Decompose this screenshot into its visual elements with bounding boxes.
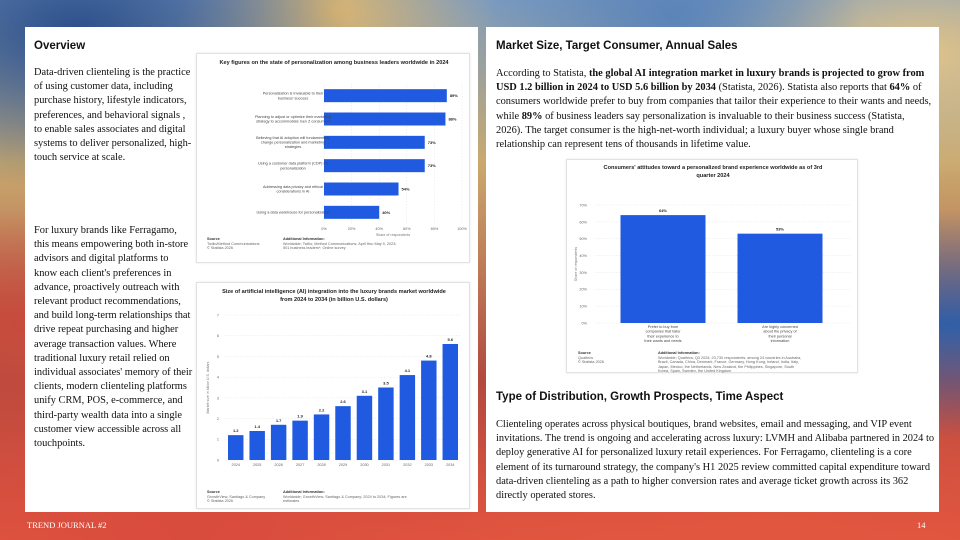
bar-value-label: 3.1	[361, 388, 368, 394]
y-tick-label: 70%	[579, 203, 587, 208]
bar	[324, 113, 445, 126]
p1-bold-89: 89%	[521, 110, 543, 122]
bar	[324, 183, 399, 196]
y-tick-label: 4	[216, 375, 219, 380]
x-tick-label: 80%	[430, 227, 439, 231]
chart-ai-market-card	[196, 282, 470, 509]
source-text: GrowthView, Santiago & Company © Statista 2026	[207, 494, 266, 504]
right-panel	[486, 27, 939, 512]
info-label: Additional Information:	[283, 237, 325, 241]
bar-value-label: 89%	[449, 93, 458, 99]
x-tick-label: 2029	[338, 463, 348, 467]
category-label: Believing that AI adoption will fundamentally change personalization and marketing strategies	[256, 136, 330, 150]
y-tick-label: 30%	[579, 270, 587, 275]
category-label: Using a data warehouse for personalization	[256, 210, 330, 215]
bar	[249, 431, 264, 460]
overview-heading: Overview	[34, 40, 86, 52]
info-label: Additional Information:	[658, 351, 700, 355]
overview-paragraph-1: Data-driven clienteling is the practice of using customer data, including purchase history, lifestyle indicators, preferences, and behavioral signals , to enable sales associates and digital systems to deliver personalized, high-touch service at scale.	[34, 67, 192, 164]
bar-value-label: 40%	[382, 209, 391, 215]
bar	[357, 396, 372, 460]
bar	[443, 344, 458, 460]
y-tick-label: 50%	[579, 237, 587, 242]
bar-value-label: 3.5	[383, 380, 389, 386]
bar	[378, 388, 393, 461]
bar-value-label: 64%	[658, 208, 668, 214]
x-tick-label: 40%	[375, 227, 384, 231]
left-panel	[25, 27, 478, 512]
x-tick-label: 2024	[231, 463, 240, 467]
chart-ai-market-info	[283, 490, 413, 504]
bar-value-label: 2.6	[340, 399, 346, 405]
x-tick-label: 2032	[403, 463, 412, 467]
source-label: Source	[207, 490, 220, 494]
bar	[324, 159, 425, 172]
x-tick-label: 2027	[295, 463, 305, 467]
p1-text-a: According to Statista,	[496, 68, 589, 79]
bar	[421, 361, 436, 460]
x-tick-label: 2034	[446, 463, 455, 467]
bar	[324, 206, 379, 219]
y-tick-label: 3	[216, 396, 219, 401]
bar	[324, 89, 447, 102]
info-label: Additional Information:	[283, 490, 325, 494]
chart-consumer-attitudes-info	[658, 351, 803, 374]
y-tick-label: 0	[216, 458, 219, 463]
x-tick-label: 60%	[402, 227, 411, 231]
chart-personalization-card	[196, 53, 470, 263]
bar	[271, 425, 286, 460]
bar	[314, 414, 329, 460]
category-label: Planning to adjust or optimize their marketing strategy to accommodate Gen Z consumers	[255, 115, 331, 124]
bar-value-label: 1.4	[254, 424, 260, 429]
chart-personalization-source	[207, 237, 279, 251]
y-tick-label: 5	[216, 354, 219, 359]
y-tick-label: 40%	[579, 253, 587, 258]
p1-text-g: of business leaders say personalization is invaluable to their business success (Statista, 2026). The target consumer is the high-net-worth individual; a luxury buyer whose single brand relationship can represent tens of thousands in lifetime value.	[496, 110, 905, 151]
bar-value-label: 73%	[427, 163, 436, 169]
category-label: Addressing data privacy and ethical considerations in AI	[263, 185, 323, 194]
y-tick-label: 10%	[579, 304, 587, 309]
chart-ai-market-source	[207, 490, 279, 504]
category-label: Personalization is invaluable to their business' success	[262, 91, 324, 101]
y-tick-label: 60%	[579, 220, 587, 225]
bar-value-label: 2.2	[318, 407, 325, 413]
p1-text-e: of consumers worldwide prefer to buy from companies that tailor their experience to their wants and needs, while	[496, 82, 932, 122]
y-tick-label: 20%	[579, 287, 587, 292]
bar-value-label: 54%	[401, 186, 410, 192]
y-axis-label: Share of respondents	[574, 246, 578, 282]
category-label: Using a customer data platform (CDP) for personalization	[258, 161, 328, 171]
chart-personalization-plot	[197, 54, 469, 262]
x-tick-label: 0%	[321, 227, 327, 231]
source-label: Source	[578, 351, 591, 355]
info-text: Worldwide; GrowthView; Santiago & Company; 2024 to 2034; Figures are estimates	[283, 494, 407, 504]
market-size-paragraph	[496, 67, 934, 152]
x-tick-label: 2025	[252, 463, 262, 467]
source-text: Qualtrics © Statista 2026	[578, 355, 605, 365]
bar-value-label: 5.6	[447, 337, 454, 342]
bar-value-label: 1.2	[232, 428, 239, 434]
bar-value-label: 53%	[775, 226, 785, 232]
source-text: Twilio/Method Communications © Statista 2026	[207, 241, 260, 251]
chart-consumer-attitudes-source	[578, 351, 638, 365]
chart-ai-market-plot	[197, 283, 469, 508]
bar	[738, 234, 823, 323]
chart-consumer-attitudes-plot	[567, 160, 857, 372]
y-tick-label: 6	[216, 334, 219, 339]
bar-value-label: 1.7	[275, 417, 282, 423]
bar	[400, 375, 415, 460]
info-text: Worldwide; Twilio; Method Communications; April thru May 9, 2023; 501 business leaders*; Online survey	[283, 241, 397, 251]
footer-journal-label: TREND JOURNAL #2	[27, 520, 107, 530]
x-tick-label: 20%	[347, 227, 356, 231]
chart-consumer-attitudes-title: Consumers' attitudes toward a personalized brand experience worldwide as of 3rd quarter 2024	[603, 165, 823, 179]
x-axis-label: Share of respondents	[375, 233, 411, 237]
p1-bold-market: the global AI integration market in luxury brands is projected to grow from USD 1.2 billion in 2024 to USD 5.6 billion by 2034	[496, 68, 925, 94]
bar-value-label: 1.9	[297, 413, 303, 419]
y-tick-label: 2	[216, 416, 219, 421]
x-tick-label: 2031	[381, 463, 391, 467]
p1-text-c: (Statista, 2026). Statista also reports that	[715, 82, 890, 94]
bar	[335, 406, 350, 460]
x-tick-label: 2028	[317, 463, 326, 467]
chart-personalization-title: Key figures on the state of personalization among business leaders worldwide in 2024	[219, 60, 449, 66]
distribution-paragraph: Clienteling operates across physical boutiques, brand websites, email and messaging, and VIP event invitations. The trend is ongoing and accelerating across luxury: LVMH and Alibaba partnered in 2024 to deploy generative AI for personalized luxury retail experiences. For Ferragamo, clienteling is a core element of its turnaround strategy, the company's H1 2025 review committed capital expenditure toward data-driven clienteling as a path to higher conversion rates and average ticket growth across its 362 directly operated stores.	[496, 419, 935, 502]
source-label: Source	[207, 237, 220, 241]
chart-ai-market-title: Size of artificial intelligence (AI) integration into the luxury brands market worldwide from 2024 to 2034 (in billion U.S. dollars)	[222, 289, 446, 303]
bar	[228, 435, 243, 460]
y-tick-label: 1	[216, 437, 219, 442]
bar-value-label: 73%	[427, 139, 436, 145]
x-tick-label: 2030	[360, 463, 369, 467]
overview-paragraph-2: For luxury brands like Ferragamo, this means empowering both in-store advisors and digital platforms to know each client's preferences in advance, proactively outreach with relevant product recommendations, and build long-term relationships that drive repeat purchasing and higher average transaction values. Where traditional luxury retail relied on individual associates' memory of their clients, modern clienteling platforms unify CRM, POS, e-commerce, and third-party wealth data into a single customer view accessible across all touchpoints.	[34, 225, 193, 450]
y-tick-label: 7	[216, 313, 219, 318]
chart-consumer-attitudes-card	[566, 159, 858, 373]
bar-value-label: 4.1	[404, 368, 411, 374]
market-size-heading: Market Size, Target Consumer, Annual Sales	[496, 40, 738, 52]
x-tick-label: 2033	[424, 463, 434, 467]
distribution-heading: Type of Distribution, Growth Prospects, Time Aspect	[496, 391, 784, 403]
y-tick-label: 0%	[581, 321, 587, 326]
footer-page-number: 14	[917, 520, 926, 530]
bar	[621, 215, 706, 323]
p1-bold-64: 64%	[889, 82, 911, 94]
x-tick-label: 2026	[274, 463, 283, 467]
y-axis-label: Market size in billion U.S. dollars	[206, 361, 210, 414]
bar	[324, 136, 425, 149]
bar-value-label: 88%	[448, 116, 457, 122]
bar-value-label: 4.8	[426, 353, 432, 359]
info-text: Worldwide; Qualtrics; Q3 2024; 23,730 respondents; among 24 countries in Australia, Brazil, Canada, China, Denmark, France, Germany, Hong Kong, Ireland, India, Italy, Japan, Mexico, the Netherlands, New Zealand, the Philippines, Singapore, South Korea, Spain, Sweden, the United Kingdom	[658, 355, 802, 374]
category-label: Are highly concerned about the privacy of their personal information	[762, 325, 798, 343]
bar	[292, 421, 307, 460]
category-label: Prefer to buy from companies that tailor their experience to their wants and needs	[644, 325, 682, 343]
x-tick-label: 100%	[457, 227, 467, 231]
chart-personalization-info	[283, 237, 403, 251]
